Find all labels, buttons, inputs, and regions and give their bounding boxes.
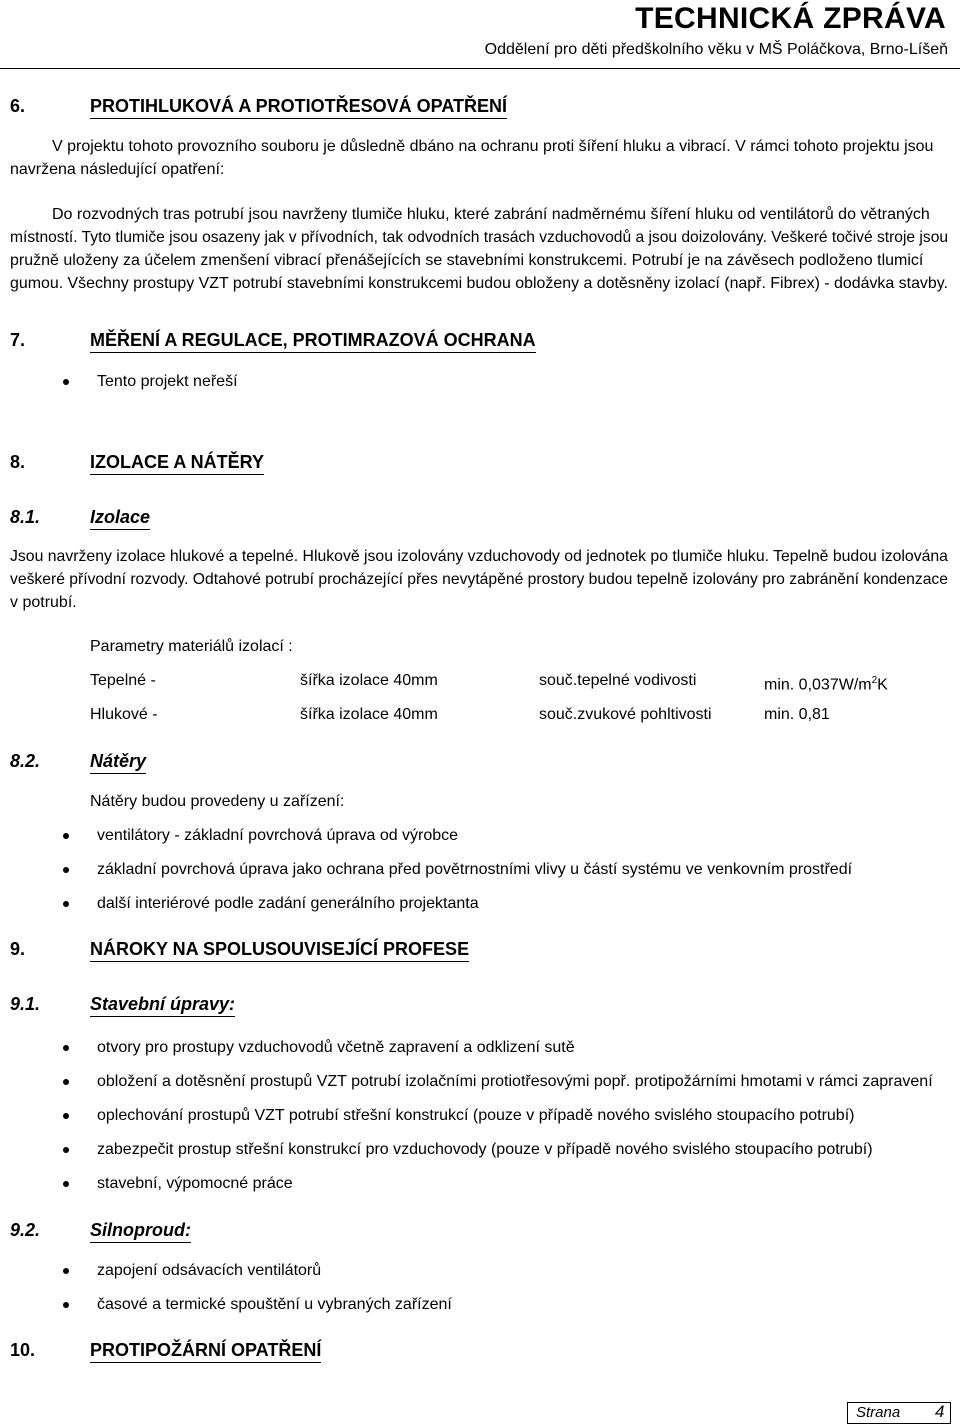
document-subtitle: Oddělení pro děti předškolního věku v MŠ Poláčkova, Brno-Líšeň — [484, 41, 948, 58]
params-row-1-coefficient: souč.tepelné vodivosti — [539, 672, 697, 689]
bullet-icon — [63, 833, 69, 839]
section-8-2-bullet-1: ventilátory - základní povrchová úprava od výrobce — [97, 827, 459, 844]
section-8-title: IZOLACE A NÁTĚRY — [90, 450, 264, 475]
bullet-icon — [63, 1079, 69, 1085]
params-row-1-superscript: 2 — [871, 675, 878, 686]
params-row-1-width: šířka izolace 40mm — [300, 672, 438, 689]
section-6-paragraph-1-line-2: navržena následující opatření: — [10, 161, 225, 178]
params-row-1-min-value: min. 0,037W/m — [764, 676, 872, 694]
section-9-2-title: Silnoproud: — [90, 1218, 191, 1243]
params-row-2-min: min. 0,81 — [764, 706, 830, 723]
bullet-icon — [63, 1268, 69, 1274]
section-8-2-title: Nátěry — [90, 749, 146, 774]
section-9-2-number: 9.2. — [10, 1220, 41, 1240]
insulation-params-label: Parametry materiálů izolací : — [90, 638, 293, 655]
section-9-1-bullet-5: stavební, výpomocné práce — [97, 1175, 293, 1192]
section-9-1-bullet-1: otvory pro prostupy vzduchovodů včetně zapravení a odklizení sutě — [97, 1039, 575, 1056]
section-8-number: 8. — [10, 452, 26, 472]
section-9-title: NÁROKY NA SPOLUSOUVISEJÍCÍ PROFESE — [90, 937, 469, 962]
params-row-1-min — [764, 670, 888, 696]
bullet-icon — [63, 379, 69, 385]
section-8-1-paragraph-line-3: v potrubí. — [10, 594, 77, 611]
section-6-title: PROTIHLUKOVÁ A PROTIOTŘESOVÁ OPATŘENÍ — [90, 94, 507, 119]
section-9-1-bullet-2: obložení a dotěsnění prostupů VZT potrubí izolačními protiotřesovými popř. protipožárními hmotami v rámci zapravení — [97, 1073, 933, 1090]
header-divider — [0, 68, 960, 69]
section-9-1-title: Stavební úpravy: — [90, 992, 235, 1017]
section-9-1-number: 9.1. — [10, 994, 41, 1014]
section-9-1-bullet-4: zabezpečit prostup střešní konstrukcí pro vzduchovody (pouze v případě nového svislého stoupacího potrubí) — [97, 1141, 873, 1158]
section-8-2-number: 8.2. — [10, 751, 41, 771]
section-6-paragraph-2-line-1: Do rozvodných tras potrubí jsou navrženy tlumiče hluku, které zabrání nadměrnému šíření hluku od ventilátorů do větraných — [52, 206, 930, 223]
params-row-2-coefficient: souč.zvukové pohltivosti — [539, 706, 712, 723]
section-8-2-bullet-3: další interiérové podle zadání generálního projektanta — [97, 895, 479, 912]
page-label: Strana — [856, 1404, 901, 1421]
bullet-icon — [63, 867, 69, 873]
section-8-2-intro: Nátěry budou provedeny u zařízení: — [90, 793, 345, 810]
section-8-1-number: 8.1. — [10, 507, 41, 527]
section-7-bullet-1: Tento projekt neřeší — [97, 373, 238, 390]
bullet-icon — [63, 1113, 69, 1119]
section-10-number: 10. — [10, 1340, 36, 1360]
section-9-number: 9. — [10, 939, 26, 959]
bullet-icon — [63, 901, 69, 907]
section-6-paragraph-2-line-4: gumou. Všechny prostupy VZT potrubí stavebními konstrukcemi budou obloženy a dotěsněny izolací (např. Fibrex) - dodávka stavby. — [10, 275, 948, 292]
section-8-2-bullet-2: základní povrchová úprava jako ochrana před povětrnostními vlivy u částí systému ve venkovním prostředí — [97, 861, 853, 878]
section-9-1-bullet-3: oplechování prostupů VZT potrubí střešní konstrukcí (pouze v případě nového svislého stoupacího potrubí) — [97, 1107, 855, 1124]
params-row-2-width: šířka izolace 40mm — [300, 706, 438, 723]
section-6-paragraph-2-line-3: pružně uloženy za účelem zmenšení vibrací přenášejících se stavebními konstrukcemi. Potrubí je na závěsech podloženo tlumicí — [10, 252, 924, 269]
section-10-title: PROTIPOŽÁRNÍ OPATŘENÍ — [90, 1338, 321, 1363]
section-6-paragraph-2-line-2: místností. Tyto tlumiče jsou osazeny jak v přívodních, tak odvodních trasách vzduchovodů a jsou doizolovány. Veškeré točivé stroje jsou — [10, 229, 949, 246]
section-8-1-paragraph-line-2: veškeré přívodní rozvody. Odtahové potrubí procházející přes nevytápěné prostory budou tepelně izolovány pro zabránění kondenzace — [10, 571, 948, 588]
section-7-number: 7. — [10, 330, 26, 350]
section-6-number: 6. — [10, 96, 26, 116]
document-title: TECHNICKÁ ZPRÁVA — [635, 2, 946, 35]
section-8-1-title: Izolace — [90, 505, 150, 530]
bullet-icon — [63, 1302, 69, 1308]
section-9-2-bullet-2: časové a termické spouštění u vybraných zařízení — [97, 1296, 452, 1313]
section-6-paragraph-1-line-1: V projektu tohoto provozního souboru je důsledně dbáno na ochranu proti šíření hluku a vibrací. V rámci tohoto projektu jsou — [52, 138, 934, 155]
params-row-2-type: Hlukové - — [90, 706, 158, 723]
section-7-title: MĚŘENÍ A REGULACE, PROTIMRAZOVÁ OCHRANA — [90, 328, 536, 353]
section-9-2-bullet-1: zapojení odsávacích ventilátorů — [97, 1262, 322, 1279]
section-8-1-paragraph-line-1: Jsou navrženy izolace hlukové a tepelné. Hlukově jsou izolovány vzduchovody od jednotek po tlumiče hluku. Tepelně budou izolována — [10, 548, 948, 565]
params-row-1-type: Tepelné - — [90, 672, 156, 689]
params-row-1-unit: K — [877, 676, 888, 694]
bullet-icon — [63, 1181, 69, 1187]
page-number: 4 — [935, 1402, 945, 1421]
bullet-icon — [63, 1045, 69, 1051]
bullet-icon — [63, 1147, 69, 1153]
